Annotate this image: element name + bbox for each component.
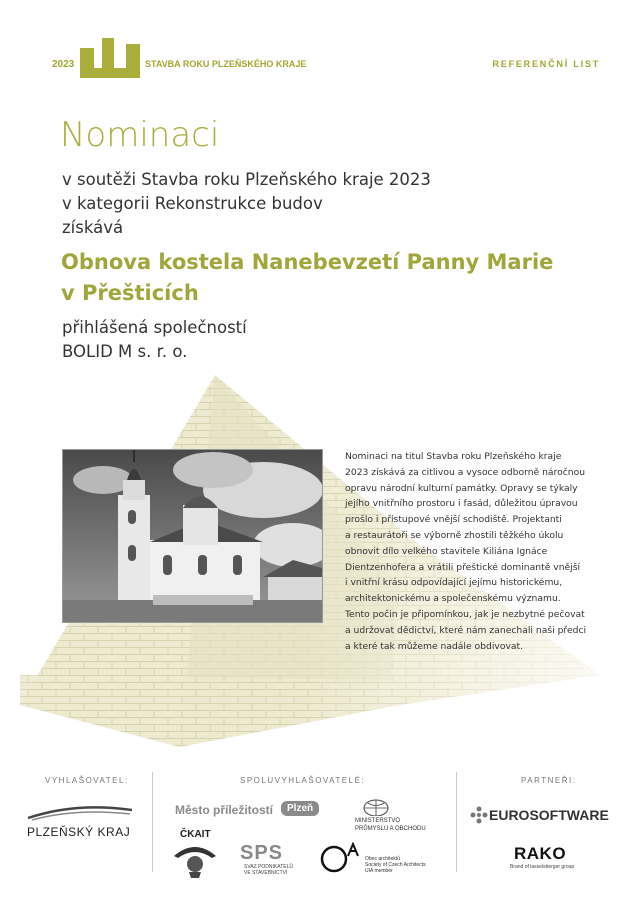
plzensky-kraj-logo: PLZEŇSKÝ KRAJ	[27, 825, 131, 839]
footer-divider	[456, 772, 457, 872]
sps-line-2: VE STAVEBNICTVÍ	[244, 870, 288, 876]
rako-logo: RAKO	[514, 844, 567, 863]
category-line: v kategorii Rekonstrukce budov	[62, 194, 323, 213]
description-line: a které tak můžeme nadále obdivovat.	[345, 640, 524, 652]
organizer-label: VYHLAŠOVATEL:	[45, 776, 129, 785]
plzen-badge: Plzeň	[281, 801, 319, 816]
description-line: a udržovat dědictví, které nám zanechali naši předci	[345, 624, 587, 636]
co-organizers-label: SPOLUVYHLAŠOVATELÉ:	[240, 776, 366, 785]
description-line: i vnitřní krásu odpovídající jejímu historickému,	[345, 577, 563, 589]
company-name: BOLID M s. r. o.	[62, 342, 188, 361]
car-line-3: UIA member	[365, 868, 393, 874]
description-line: a restaurátoři se výborně zhostili těžkého úkolu	[345, 529, 564, 541]
competition-line: v soutěži Stavba roku Plzeňského kraje 2023	[62, 170, 431, 189]
description-line: Nominaci na titul Stavba roku Plzeňského kraje	[345, 451, 562, 462]
sps-logo-text: SPS	[240, 842, 284, 864]
plzensky-kraj-swoosh-icon	[26, 800, 134, 822]
description-text	[345, 449, 605, 654]
rako-subtitle: Brand of lasselsberger group	[510, 864, 575, 870]
building-logo-icon	[80, 38, 140, 78]
eurosoftware-logo: EUROSOFTWARE	[489, 807, 609, 823]
ministry-globe-icon	[360, 796, 392, 816]
submitted-by-line: přihlášená společností	[62, 318, 247, 337]
header-year: 2023	[52, 59, 75, 70]
page-title: Nominaci	[60, 115, 220, 155]
ministry-line-1: MINISTERSTVO	[355, 818, 401, 824]
description-line: architektonickému a společenskému významu.	[345, 593, 561, 605]
footer-divider	[152, 772, 153, 872]
mesto-prilezitosti-logo: Město příležitostí	[175, 803, 274, 817]
ministry-line-2: PRŮMYSLU A OBCHODU	[355, 826, 426, 832]
ckait-emblem-icon	[172, 842, 218, 878]
description-line: jejího vnitřního prostoru i fasád, důležitou úpravou	[345, 498, 578, 510]
partners-label: PARTNEŘI:	[521, 776, 577, 785]
project-title-line-1: Obnova kostela Nanebevzetí Panny Marie	[61, 250, 554, 274]
description-line: opravu národní kulturní památky. Opravy se týkaly	[345, 482, 578, 494]
car-line-2: Society of Czech Architects	[365, 862, 426, 868]
project-title-line-2: v Přešticích	[61, 281, 199, 305]
church-photo	[62, 449, 323, 623]
description-line: obnovit dílo velkého stavitele Kiliána Ignáce	[345, 545, 548, 557]
description-line: prošlo i přístupové vnější schodiště. Projektanti	[345, 514, 562, 526]
eurosoftware-star-icon	[470, 806, 488, 824]
description-line: Dientzenhofera a vrátili přeštické dominantě vnější	[345, 561, 581, 573]
header-title: STAVBA ROKU PLZEŇSKÉHO KRAJE	[145, 59, 307, 69]
obec-architektu-icon	[320, 842, 360, 874]
car-line-1: Obec architektů	[365, 856, 401, 862]
receives-line: získává	[62, 218, 124, 237]
description-line: 2023 získává za citlivou a vysoce odborně náročnou	[345, 466, 586, 478]
document-type: REFERENČNÍ LIST	[492, 59, 600, 69]
description-line: Tento počin je připomínkou, jak je nezbytné pečovat	[345, 608, 585, 620]
ckait-logo-text: ČKAIT	[180, 829, 211, 840]
sps-line-1: SVAZ PODNIKATELŮ	[244, 864, 293, 870]
